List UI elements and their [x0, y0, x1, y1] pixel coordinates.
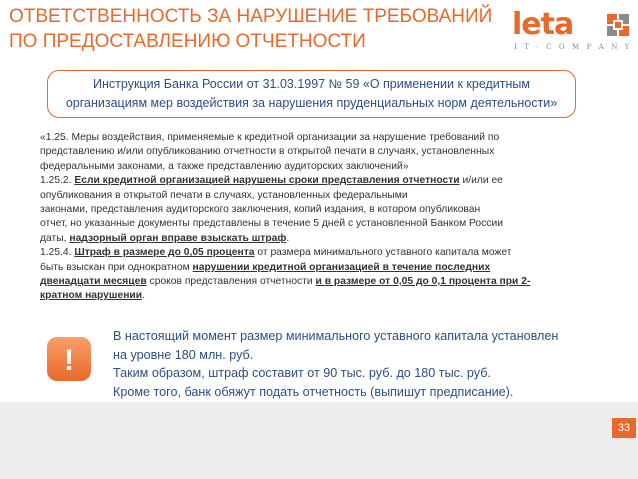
excerpt-line: отчет, но указанные документы представлены в течение 5 дней с установленной Банком России — [40, 218, 503, 230]
notice-line-3: Таким образом, штраф составит от 90 тыс. руб. до 180 тыс. руб. — [113, 366, 491, 380]
reference-line-2: организациям мер воздействия за нарушения пруденциальных норм деятельности» — [65, 96, 558, 110]
excerpt-line: представлению и/или опубликованию отчетности в открытой печати в случаях, установленных — [40, 146, 495, 158]
page-number: 33 — [612, 418, 636, 438]
title-line-2: ПО ПРЕДОСТАВЛЕНИЮ ОТЧЕТНОСТИ — [9, 31, 366, 52]
excerpt-line: опубликования в открытой печати в случаях, установленных федеральными — [40, 189, 408, 201]
highlighted-text: и в размере от 0,05 до 0,1 процента при 2- — [315, 276, 531, 288]
highlighted-text: Если кредитной организацией нарушены сроки представления отчетности — [74, 175, 460, 187]
reference-text — [48, 75, 575, 113]
highlighted-text: надзорный орган вправе взыскать штраф — [69, 232, 287, 244]
regulation-excerpt — [40, 131, 600, 304]
notice-line-4: Кроме того, банк обяжут подать отчетность (выпишут предписание). — [113, 384, 514, 399]
excerpt-line — [40, 289, 600, 303]
excerpt-line — [40, 232, 600, 246]
excerpt-text: даты, — [40, 232, 70, 244]
excerpt-text: сроков представления отчетности — [146, 276, 316, 288]
highlighted-text: Штраф в размере до 0,05 процента — [74, 247, 255, 259]
notice-line-1: В настоящий момент размер минимального уставного капитала установлен — [113, 329, 559, 343]
clause-number: 1.25.2. — [40, 175, 75, 187]
notice-line-2: на уровне 180 млн. руб. — [113, 347, 254, 362]
excerpt-line — [40, 275, 600, 289]
reference-line-1: Инструкция Банка России от 31.03.1997 № 59 «О применении к кредитным — [93, 77, 530, 91]
highlighted-text: двенадцати месяцев — [40, 276, 147, 288]
highlighted-text: кратном нарушении — [40, 290, 143, 302]
excerpt-line: законами, представления аудиторского заключения, копий издания, в котором опубликован — [40, 204, 481, 216]
warning-symbol: ! — [64, 344, 74, 377]
warning-icon — [46, 336, 92, 382]
company-logo — [512, 9, 632, 55]
clause-number: 1.25.4. — [40, 247, 75, 259]
footer-band — [0, 402, 638, 479]
logo-subtitle: I T - C O M P A N Y — [514, 43, 632, 51]
excerpt-text: и/или ее — [459, 175, 503, 187]
title-line-1: ОТВЕТСТВЕННОСТЬ ЗА НАРУШЕНИЕ ТРЕБОВАНИЙ — [9, 6, 493, 27]
excerpt-line — [40, 174, 600, 188]
highlighted-text: нарушении кредитной организацией в течение последних — [192, 261, 491, 273]
excerpt-text: . — [286, 232, 290, 244]
excerpt-text: . — [142, 290, 145, 302]
excerpt-text: быть взыскан при однократном — [40, 261, 193, 273]
excerpt-line — [40, 261, 600, 275]
reference-box — [47, 70, 576, 118]
logo-cross-icon — [606, 13, 630, 37]
excerpt-text: от размера минимального уставного капитала может — [254, 247, 512, 259]
slide-title — [9, 4, 509, 54]
excerpt-line — [40, 246, 600, 260]
excerpt-line: федеральными законами, а также представлению аудиторских заключений» — [40, 160, 409, 172]
logo-wordmark: leta — [512, 7, 574, 42]
excerpt-line: «1.25. Меры воздействия, применяемые к кредитной организации за нарушение требований по — [40, 132, 500, 143]
notice-text — [113, 327, 583, 401]
